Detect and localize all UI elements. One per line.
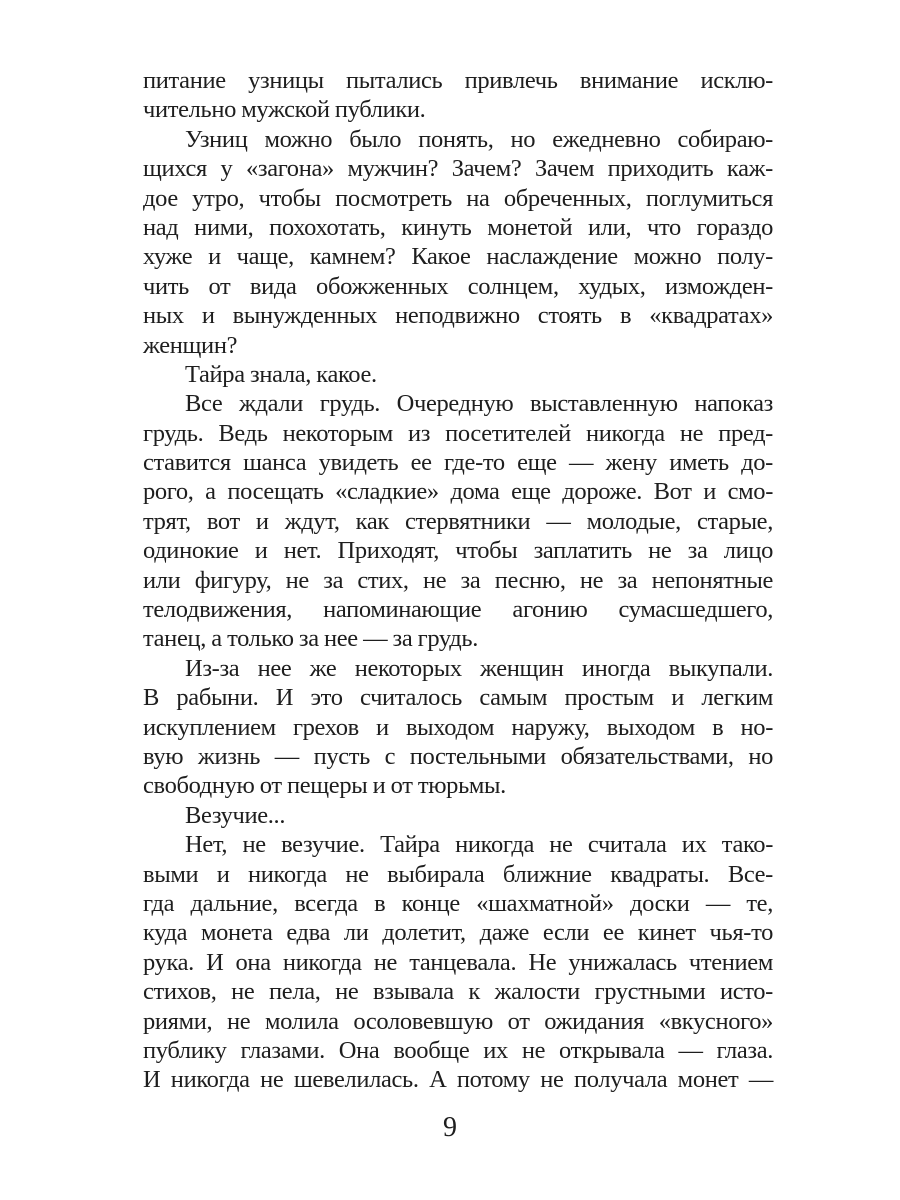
text-line: Все ждали грудь. Очередную выставленную напоказ	[185, 390, 773, 418]
text-line: Тайра знала, какое.	[185, 360, 377, 388]
page-number: 9	[443, 1112, 457, 1143]
text-line: питание узницы пытались привлечь внимание исклю-	[143, 67, 773, 94]
text-line: телодвижения, напоминающие агонию сумасшедшего,	[143, 596, 773, 624]
text-line: И никогда не шевелилась. А потому не получала монет —	[143, 1066, 773, 1094]
text-line: рука. И она никогда не танцевала. Не унижалась чтением	[143, 948, 773, 976]
text-line: публику глазами. Она вообще их не открывала — глаза.	[143, 1036, 773, 1064]
text-line: куда монета едва ли долетит, даже если ее кинет чья-то	[143, 919, 773, 947]
text-line: трят, вот и ждут, как стервятники — молодые, старые,	[143, 507, 773, 535]
text-line: вую жизнь — пусть с постельными обязательствами, но	[143, 742, 773, 770]
text-line: или фигуру, не за стих, не за песню, не за непонятные	[143, 566, 773, 594]
text-line: искуплением грехов и выходом наружу, выходом в но-	[143, 713, 773, 741]
text-line: щихся у «загона» мужчин? Зачем? Зачем приходить каж-	[143, 155, 773, 183]
paragraph	[143, 66, 773, 125]
paragraph	[143, 830, 773, 1095]
text-line: женщин?	[143, 331, 238, 359]
text-line: над ними, похохотать, кинуть монетой или, что гораздо	[143, 213, 773, 241]
text-line: дое утро, чтобы посмотреть на обреченных, поглумиться	[143, 184, 773, 212]
text-line: Узниц можно было понять, но ежедневно собираю-	[185, 125, 773, 153]
text-line: танец, а только за нее — за грудь.	[143, 625, 478, 653]
text-line: стихов, не пела, не взывала к жалости грустными исто-	[143, 978, 773, 1006]
text-line: чить от вида обожженных солнцем, худых, изможден-	[143, 272, 773, 300]
text-line: ных и вынужденных неподвижно стоять в «квадратах»	[143, 302, 773, 330]
paragraph	[143, 654, 773, 801]
text-line: В рабыни. И это считалось самым простым и легким	[143, 684, 773, 712]
text-line: Нет, не везучие. Тайра никогда не считала их тако-	[185, 831, 773, 859]
text-line: Из-за нее же некоторых женщин иногда выкупали.	[185, 654, 773, 682]
text-line: чительно мужской публики.	[143, 96, 426, 124]
text-line: рого, а посещать «сладкие» дома еще дороже. Вот и смо-	[143, 478, 773, 506]
text-line: грудь. Ведь некоторым из посетителей никогда не пред-	[143, 419, 773, 447]
paragraph	[143, 125, 773, 360]
paragraph	[143, 801, 773, 830]
text-line: одинокие и нет. Приходят, чтобы заплатить не за лицо	[143, 537, 773, 565]
text-line: хуже и чаще, камнем? Какое наслаждение можно полу-	[143, 243, 773, 271]
text-line: риями, не молила осоловевшую от ожидания «вкусного»	[143, 1007, 773, 1035]
text-line: выми и никогда не выбирала ближние квадраты. Все-	[143, 860, 773, 888]
book-page-text	[143, 66, 773, 1095]
text-line: гда дальние, всегда в конце «шахматной» доски — те,	[143, 889, 773, 917]
text-line: свободную от пещеры и от тюрьмы.	[143, 772, 506, 800]
text-line: ставится шанса увидеть ее где-то еще — жену иметь до-	[143, 449, 773, 477]
paragraph	[143, 360, 773, 389]
text-line: Везучие...	[185, 801, 286, 829]
paragraph	[143, 389, 773, 654]
